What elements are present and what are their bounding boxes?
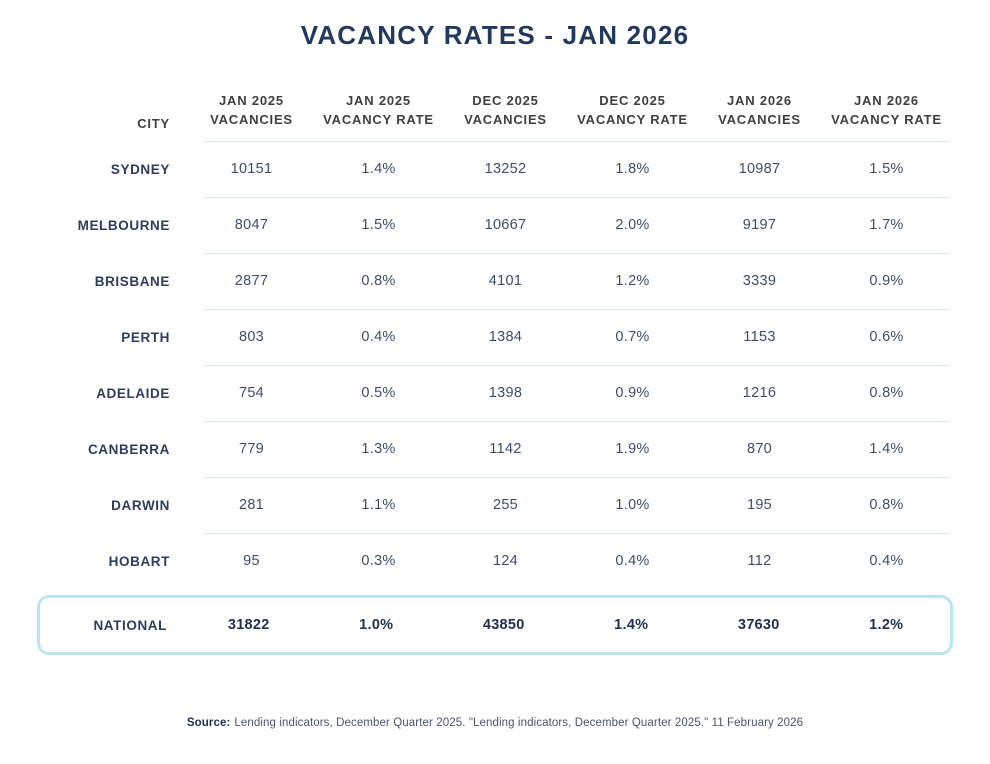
cell-value: 0.4% (361, 329, 396, 345)
cell-value: 1.3% (361, 441, 396, 457)
column-header-line1: JAN 2026 (854, 93, 919, 108)
column-header-line1: JAN 2025 (346, 93, 411, 108)
cell-value: 0.9% (869, 273, 904, 289)
column-header-line1: DEC 2025 (472, 93, 539, 108)
column-header (823, 91, 950, 129)
column-header-line2: VACANCY RATE (831, 112, 942, 127)
cell-value: 1384 (488, 329, 523, 345)
cell-value: 1.2% (615, 273, 650, 289)
cell-value: 0.4% (869, 553, 904, 569)
column-header (696, 91, 823, 129)
cell-value: 1.1% (361, 497, 396, 513)
column-header (569, 91, 696, 129)
cell-value: 1.0% (615, 497, 650, 513)
cell-value: 3339 (742, 273, 777, 289)
cell-value: 754 (238, 385, 265, 401)
cell-value: 8047 (234, 217, 269, 233)
cell-value: 95 (243, 553, 260, 569)
vacancy-table (40, 79, 950, 655)
cell-value: 0.5% (361, 385, 396, 401)
column-header (315, 91, 442, 129)
table-row-hobart (40, 533, 950, 589)
table-row-darwin (40, 477, 950, 533)
table-header-row (40, 79, 950, 141)
table-row-adelaide (40, 365, 950, 421)
column-header-line2: VACANCIES (464, 112, 547, 127)
cell-value: 10151 (230, 161, 273, 177)
column-header-line2: VACANCIES (718, 112, 801, 127)
cell-value: 0.4% (615, 553, 650, 569)
cell-value: 0.9% (615, 385, 650, 401)
cell-value: 1.8% (615, 161, 650, 177)
cell-value: 870 (746, 441, 773, 457)
cell-value: 9197 (742, 217, 777, 233)
cell-value: 1.7% (869, 217, 904, 233)
cell-value: 0.8% (869, 497, 904, 513)
cell-value: 0.8% (361, 273, 396, 289)
cell-value: 281 (238, 497, 265, 513)
cell-value: 31822 (227, 617, 270, 633)
page-title: VACANCY RATES - JAN 2026 (300, 20, 690, 50)
column-header-line1: DEC 2025 (599, 93, 666, 108)
cell-value: 1142 (489, 441, 522, 457)
column-header-line1: JAN 2025 (219, 93, 284, 108)
city-name: CANBERRA (87, 441, 170, 457)
column-header-line1: JAN 2026 (727, 93, 792, 108)
table-row-national-highlight (37, 595, 953, 655)
city-name: DARWIN (111, 497, 170, 513)
city-name: NATIONAL (93, 617, 167, 633)
cell-value: 43850 (482, 617, 525, 633)
cell-value: 0.3% (361, 553, 396, 569)
table-row-sydney (40, 141, 950, 197)
city-name: MELBOURNE (77, 217, 170, 233)
column-header-line2: VACANCIES (210, 112, 293, 127)
cell-value: 1.4% (361, 161, 396, 177)
cell-value: 0.8% (869, 385, 904, 401)
city-name: ADELAIDE (96, 385, 170, 401)
cell-value: 10667 (484, 217, 527, 233)
cell-value: 1.2% (869, 617, 904, 633)
cell-value: 37630 (737, 617, 780, 633)
cell-value: 255 (492, 497, 519, 513)
cell-value: 13252 (484, 161, 527, 177)
cell-value: 0.7% (615, 329, 650, 345)
cell-value: 1.4% (614, 617, 649, 633)
cell-value: 779 (238, 441, 265, 457)
table-row-brisbane (40, 253, 950, 309)
source-note (0, 717, 990, 729)
cell-value: 4101 (488, 273, 523, 289)
cell-value: 1.9% (615, 441, 650, 457)
cell-value: 1.0% (359, 617, 394, 633)
cell-value: 195 (746, 497, 773, 513)
city-name: HOBART (108, 553, 170, 569)
table-row-perth (40, 309, 950, 365)
city-name: BRISBANE (94, 273, 170, 289)
cell-value: 2877 (234, 273, 269, 289)
cell-value: 1216 (742, 385, 777, 401)
cell-value: 1.5% (361, 217, 396, 233)
table-row-canberra (40, 421, 950, 477)
cell-value: 803 (238, 329, 265, 345)
source-label: Source: (186, 717, 231, 729)
source-text: Lending indicators, December Quarter 2025. "Lending indicators, December Quarter 2025." 11 February 2026 (234, 717, 804, 729)
cell-value: 1398 (488, 385, 523, 401)
table-row-melbourne (40, 197, 950, 253)
column-header (442, 91, 569, 129)
city-name: PERTH (121, 329, 170, 345)
column-header (188, 91, 315, 129)
cell-value: 1153 (743, 329, 776, 345)
cell-value: 1.5% (869, 161, 904, 177)
cell-value: 1.4% (869, 441, 904, 457)
cell-value: 2.0% (615, 217, 650, 233)
cell-value: 10987 (738, 161, 781, 177)
cell-value: 0.6% (869, 329, 904, 345)
column-header-line2: VACANCY RATE (323, 112, 434, 127)
city-name: SYDNEY (110, 161, 170, 177)
cell-value: 112 (747, 553, 772, 569)
column-header-line2: VACANCY RATE (577, 112, 688, 127)
column-header-city: CITY (137, 116, 170, 131)
cell-value: 124 (492, 553, 519, 569)
